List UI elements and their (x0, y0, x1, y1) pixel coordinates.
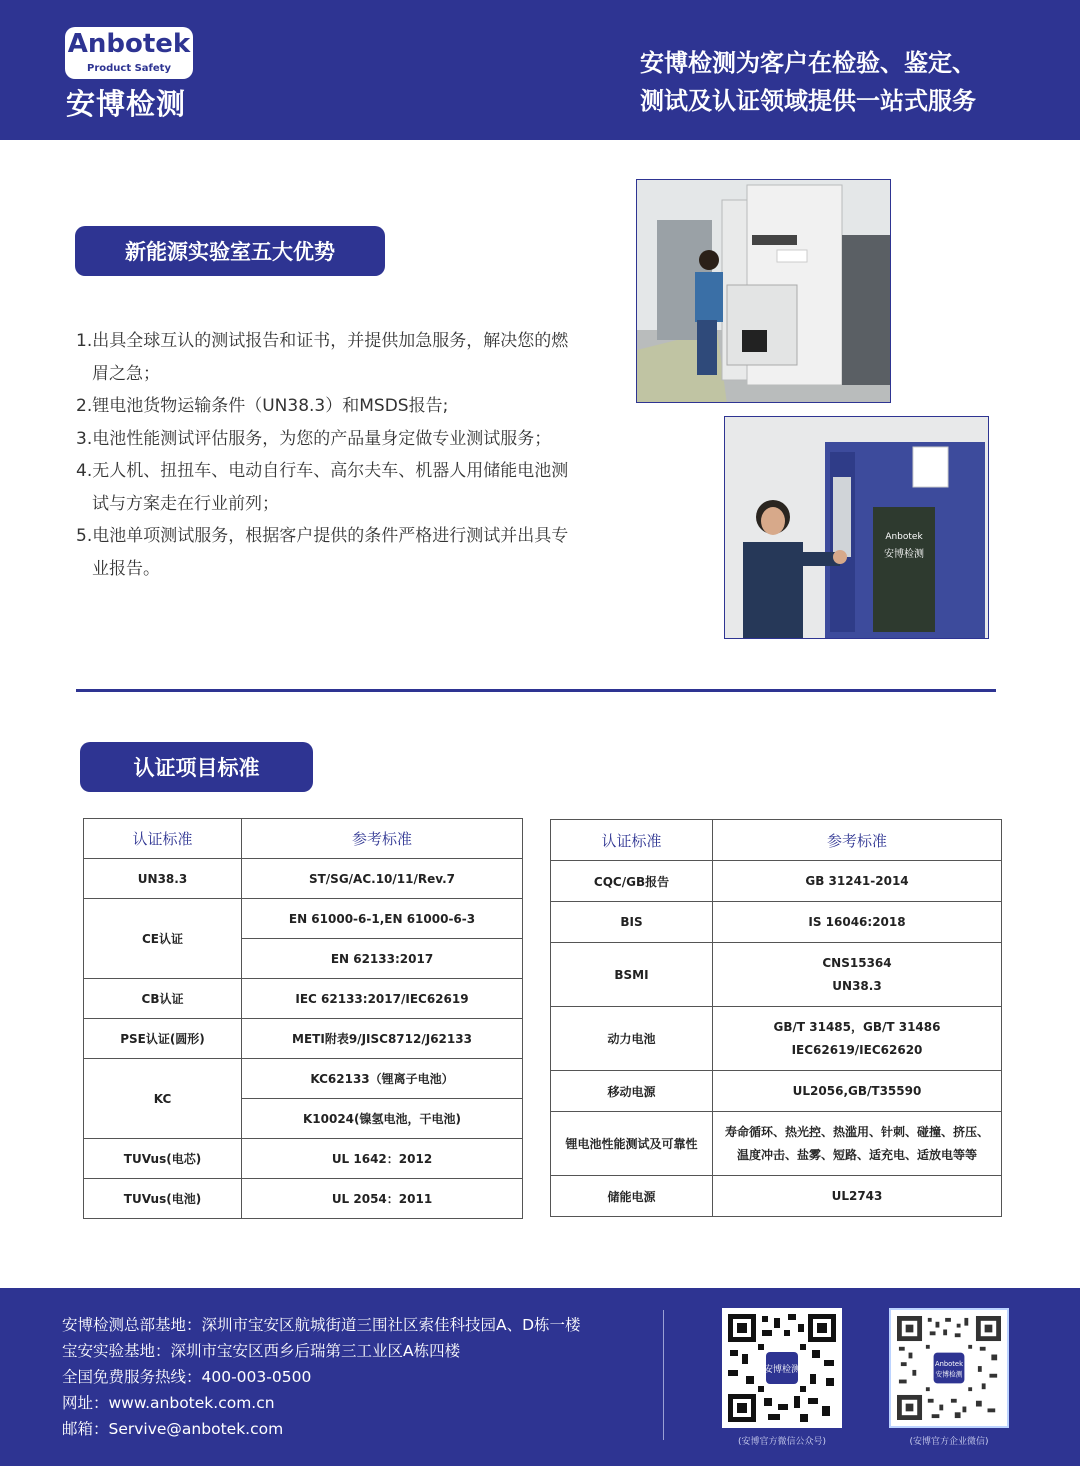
cell-cert: UN38.3 (84, 859, 242, 899)
cell-cert: KC (84, 1059, 242, 1139)
table-row (84, 899, 523, 939)
table-row (84, 1019, 523, 1059)
table-row (551, 861, 1002, 902)
cell-cert: CE认证 (84, 899, 242, 979)
table-row (551, 902, 1002, 943)
cell-cert: 储能电源 (551, 1176, 713, 1217)
section-title-advantages: 新能源实验室五大优势 (75, 226, 385, 276)
table-row (84, 859, 523, 899)
footer-divider (663, 1310, 664, 1440)
cell-ref (713, 943, 1002, 1007)
section-divider (76, 689, 996, 692)
table-row (551, 1007, 1002, 1071)
col-header-ref: 参考标准 (713, 820, 1002, 861)
logo-text: Anbotek (67, 29, 191, 59)
footer (0, 1288, 1080, 1466)
cert-table-right (550, 819, 1002, 1217)
qr-badge-text: Anbotek (935, 1360, 963, 1369)
cell-ref-line: CNS15364 (822, 955, 892, 970)
section-title-certification: 认证项目标准 (80, 742, 313, 792)
cell-ref (713, 1007, 1002, 1071)
cell-ref: IEC 62133:2017/IEC62619 (242, 979, 523, 1019)
slogan-line-1: 安博检测为客户在检验、鉴定、 (640, 49, 976, 77)
bag-brand-label: Anbotek (885, 532, 923, 542)
list-item: 2.锂电池货物运输条件（UN38.3）和MSDS报告; (76, 396, 449, 416)
cell-ref: EN 62133:2017 (242, 939, 523, 979)
logo[interactable] (65, 27, 193, 79)
table-row (84, 1179, 523, 1219)
website-link[interactable]: 网址：www.anbotek.com.cn (62, 1394, 275, 1412)
qr-code-enterprise-wechat[interactable] (889, 1308, 1009, 1428)
cell-cert: CQC/GB报告 (551, 861, 713, 902)
lab-photo-chambers (636, 179, 891, 403)
cell-ref: UL2056,GB/T35590 (713, 1071, 1002, 1112)
cell-ref: UL 1642：2012 (242, 1139, 523, 1179)
list-item: 4.无人机、扭扭车、电动自行车、高尔夫车、机器人用储能电池测试与方案走在行业前列； (76, 461, 569, 514)
cell-cert: TUVus(电芯) (84, 1139, 242, 1179)
header-banner (0, 0, 1080, 140)
list-item: 1.出具全球互认的测试报告和证书，并提供加急服务，解决您的燃眉之急； (76, 331, 569, 384)
qr-code-wechat-official[interactable] (722, 1308, 842, 1428)
hq-address: 安博检测总部基地：深圳市宝安区航城街道三围社区索佳科技园A、D栋一楼 (62, 1316, 581, 1334)
cell-cert: BIS (551, 902, 713, 943)
cell-ref: K10024(镍氢电池，干电池) (242, 1099, 523, 1139)
table-row (84, 1139, 523, 1179)
cell-ref-line: GB/T 31485，GB/T 31486 (773, 1019, 941, 1034)
cell-cert: PSE认证(圆形) (84, 1019, 242, 1059)
table-row (84, 1059, 523, 1099)
cell-ref: EN 61000-6-1,EN 61000-6-3 (242, 899, 523, 939)
qr-badge-text: 安博检测 (935, 1370, 963, 1379)
cert-table-left (83, 818, 523, 1219)
table-row (551, 1112, 1002, 1176)
cell-cert: BSMI (551, 943, 713, 1007)
list-item: 3.电池性能测试评估服务，为您的产品量身定做专业测试服务； (76, 428, 552, 449)
cell-ref: UL2743 (713, 1176, 1002, 1217)
qr-caption-wechat-official: (安博官方微信公众号) (737, 1437, 827, 1447)
qr-caption-enterprise-wechat: (安博官方企业微信) (909, 1437, 989, 1447)
cell-cert: 移动电源 (551, 1071, 713, 1112)
advantages-list (76, 325, 571, 585)
lab-photo-battery-chamber (724, 416, 989, 639)
col-header-cert: 认证标准 (551, 820, 713, 861)
col-header-cert: 认证标准 (84, 819, 242, 859)
list-item: 5.电池单项测试服务，根据客户提供的条件严格进行测试并出具专业报告。 (76, 526, 569, 579)
qr-badge-text: 安博检测 (763, 1365, 801, 1375)
cell-ref-line: UN38.3 (832, 978, 882, 993)
cell-ref-line: 温度冲击、盐雾、短路、适充电、适放电等等 (736, 1147, 977, 1162)
cell-ref-line: IEC62619/IEC62620 (791, 1042, 923, 1057)
table-row (551, 1071, 1002, 1112)
cell-ref: METI附表9/JISC8712/J62133 (242, 1019, 523, 1059)
contact-info (62, 1312, 581, 1442)
cell-cert: 锂电池性能测试及可靠性 (551, 1112, 713, 1176)
hotline[interactable]: 全国免费服务热线：400-003-0500 (62, 1368, 312, 1386)
cell-ref: GB 31241-2014 (713, 861, 1002, 902)
cell-cert: TUVus(电池) (84, 1179, 242, 1219)
cell-ref: UL 2054：2011 (242, 1179, 523, 1219)
logo-chinese-name: 安博检测 (66, 87, 187, 121)
cell-ref: IS 16046:2018 (713, 902, 1002, 943)
cell-ref: ST/SG/AC.10/11/Rev.7 (242, 859, 523, 899)
lab-address: 宝安实验基地：深圳市宝安区西乡后瑞第三工业区A栋四楼 (62, 1342, 461, 1360)
logo-subtitle: Product Safety (87, 63, 171, 74)
email-link[interactable]: 邮箱：Servive@anbotek.com (62, 1420, 284, 1438)
cell-ref: KC62133（锂离子电池） (242, 1059, 523, 1099)
col-header-ref: 参考标准 (242, 819, 523, 859)
cell-ref (713, 1112, 1002, 1176)
slogan (640, 44, 1030, 120)
cell-ref-line: 寿命循环、热光控、热滥用、针刺、碰撞、挤压、 (724, 1124, 989, 1139)
cell-cert: 动力电池 (551, 1007, 713, 1071)
table-row (551, 943, 1002, 1007)
slogan-line-2: 测试及认证领域提供一站式服务 (640, 87, 976, 115)
table-row (551, 1176, 1002, 1217)
bag-cn-label: 安博检测 (884, 549, 924, 560)
cell-cert: CB认证 (84, 979, 242, 1019)
table-row (84, 979, 523, 1019)
